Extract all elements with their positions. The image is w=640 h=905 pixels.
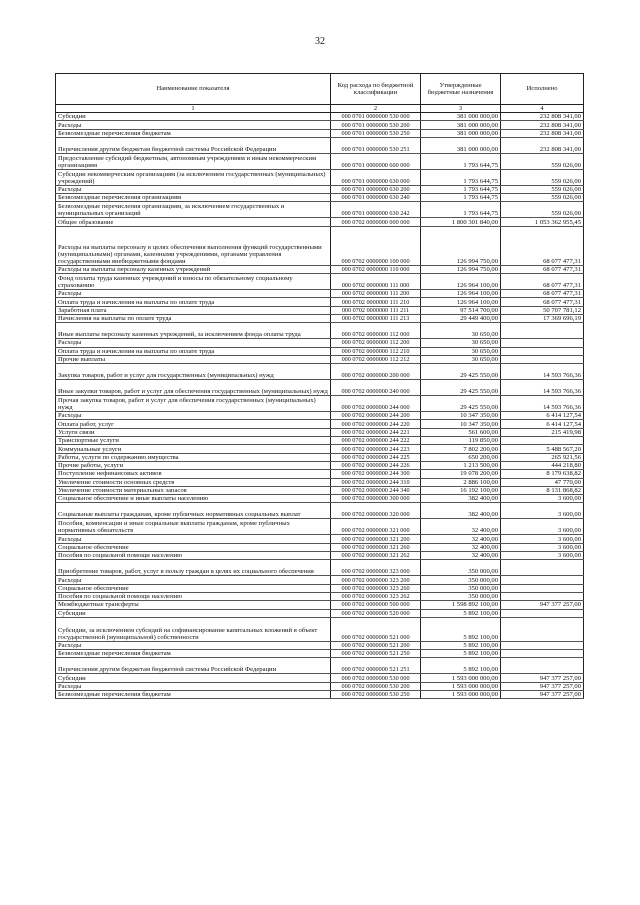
row-name: Расходы — [56, 185, 331, 193]
row-code: 000 0702 0000000 111 211 — [331, 306, 421, 314]
row-approved: 381 000 000,00 — [421, 113, 501, 121]
row-approved: 30 650,00 — [421, 347, 501, 355]
row-approved: 30 650,00 — [421, 323, 501, 339]
row-name: Безвозмездные перечисления бюджетам — [56, 650, 331, 658]
row-executed — [501, 658, 584, 674]
row-name: Увеличение стоимости основных средств — [56, 478, 331, 486]
row-approved: 1 593 000 000,00 — [421, 682, 501, 690]
row-executed: 232 808 341,00 — [501, 121, 584, 129]
row-approved: 381 000 000,00 — [421, 129, 501, 137]
row-code: 000 0702 0000000 300 000 — [331, 495, 421, 503]
table-row — [56, 274, 584, 290]
row-code: 000 0702 0000000 100 000 — [331, 226, 421, 265]
row-name: Субсидии некоммерческим организациям (за исключением государственных (муниципальных) учреждений) — [56, 169, 331, 185]
table-row — [56, 470, 584, 478]
table-row — [56, 519, 584, 535]
row-code: 000 0702 0000000 244 000 — [331, 396, 421, 412]
row-code: 000 0701 0000000 630 242 — [331, 202, 421, 218]
budget-expenses-table — [55, 73, 584, 699]
row-executed: 3 600,00 — [501, 543, 584, 551]
row-executed — [501, 339, 584, 347]
row-executed: 3 600,00 — [501, 495, 584, 503]
row-approved: 1 793 644,75 — [421, 185, 501, 193]
table-row — [56, 461, 584, 469]
row-executed: 559 026,00 — [501, 202, 584, 218]
table-row — [56, 576, 584, 584]
row-executed: 47 770,00 — [501, 478, 584, 486]
table-row — [56, 113, 584, 121]
table-row — [56, 592, 584, 600]
row-code: 000 0702 0000000 110 000 — [331, 265, 421, 273]
row-code: 000 0702 0000000 321 260 — [331, 543, 421, 551]
row-name: Расходы — [56, 121, 331, 129]
row-approved: 1 598 892 100,00 — [421, 601, 501, 609]
row-approved: 10 347 350,00 — [421, 412, 501, 420]
row-executed: 947 377 257,00 — [501, 682, 584, 690]
row-approved: 1 593 000 000,00 — [421, 690, 501, 698]
row-name: Расходы — [56, 412, 331, 420]
row-executed — [501, 584, 584, 592]
row-name: Субсидии — [56, 113, 331, 121]
row-executed: 6 414 127,54 — [501, 420, 584, 428]
header-num-3: 3 — [421, 105, 501, 113]
row-approved: 350 000,00 — [421, 560, 501, 576]
row-name: Иные закупки товаров, работ и услуг для обеспечения государственных (муниципальных) нужд — [56, 380, 331, 396]
row-code: 000 0702 0000000 321 262 — [331, 552, 421, 560]
row-executed: 947 377 257,00 — [501, 674, 584, 682]
row-name: Социальные выплаты гражданам, кроме публичных нормативных социальных выплат — [56, 503, 331, 519]
table-row — [56, 323, 584, 339]
row-code: 000 0702 0000000 321 200 — [331, 535, 421, 543]
row-name: Межбюджетные трансферты — [56, 601, 331, 609]
row-approved: 561 600,00 — [421, 428, 501, 436]
row-executed: 5 488 567,20 — [501, 445, 584, 453]
row-approved: 32 400,00 — [421, 552, 501, 560]
table-row — [56, 121, 584, 129]
row-executed: 3 600,00 — [501, 519, 584, 535]
row-approved: 382 400,00 — [421, 503, 501, 519]
table-row — [56, 169, 584, 185]
row-name: Закупка товаров, работ и услуг для государственных (муниципальных) нужд — [56, 364, 331, 380]
row-executed: 559 026,00 — [501, 194, 584, 202]
row-approved: 97 514 700,00 — [421, 306, 501, 314]
row-approved: 650 200,00 — [421, 453, 501, 461]
row-approved: 19 078 200,00 — [421, 470, 501, 478]
row-code: 000 0702 0000000 500 000 — [331, 601, 421, 609]
row-approved: 126 964 100,00 — [421, 274, 501, 290]
row-executed: 1 053 362 955,45 — [501, 218, 584, 226]
row-code: 000 0702 0000000 521 251 — [331, 658, 421, 674]
table-row — [56, 412, 584, 420]
row-approved: 5 892 100,00 — [421, 658, 501, 674]
row-code: 000 0702 0000000 244 200 — [331, 412, 421, 420]
row-code: 000 0702 0000000 111 000 — [331, 274, 421, 290]
header-code: Код расхода по бюджетной классификации — [331, 74, 421, 105]
row-approved: 5 892 100,00 — [421, 617, 501, 641]
table-row — [56, 194, 584, 202]
row-approved: 32 400,00 — [421, 535, 501, 543]
row-code: 000 0702 0000000 244 225 — [331, 453, 421, 461]
row-executed: 68 077 477,31 — [501, 274, 584, 290]
row-name: Приобретение товаров, работ, услуг в пользу граждан в целях их социального обеспечения — [56, 560, 331, 576]
row-code: 000 0702 0000000 112 210 — [331, 347, 421, 355]
row-name: Заработная плата — [56, 306, 331, 314]
table-row — [56, 617, 584, 641]
row-code: 000 0702 0000000 111 200 — [331, 290, 421, 298]
row-executed: 3 600,00 — [501, 552, 584, 560]
row-code: 000 0702 0000000 244 226 — [331, 461, 421, 469]
row-executed: 265 921,56 — [501, 453, 584, 461]
table-row — [56, 364, 584, 380]
row-approved: 350 000,00 — [421, 576, 501, 584]
table-row — [56, 584, 584, 592]
table-row — [56, 552, 584, 560]
row-code: 000 0702 0000000 112 000 — [331, 323, 421, 339]
table-row — [56, 202, 584, 218]
row-approved: 30 650,00 — [421, 355, 501, 363]
row-executed: 559 026,00 — [501, 169, 584, 185]
row-name: Перечисления другим бюджетам бюджетной системы Российской Федерации — [56, 658, 331, 674]
row-code: 000 0702 0000000 520 000 — [331, 609, 421, 617]
row-name: Оплата труда и начисления на выплаты по оплате труда — [56, 298, 331, 306]
table-row — [56, 290, 584, 298]
row-approved: 350 000,00 — [421, 584, 501, 592]
row-executed: 6 414 127,54 — [501, 412, 584, 420]
row-name: Субсидии, за исключением субсидий на софинансирование капитальных вложений в объект государственной (муниципальной) собственности — [56, 617, 331, 641]
row-name: Транспортные услуги — [56, 437, 331, 445]
row-code: 000 0701 0000000 530 250 — [331, 129, 421, 137]
table-row — [56, 641, 584, 649]
row-name: Расходы — [56, 576, 331, 584]
table-row — [56, 437, 584, 445]
row-executed: 3 600,00 — [501, 535, 584, 543]
row-code: 000 0702 0000000 244 222 — [331, 437, 421, 445]
row-approved: 2 886 100,00 — [421, 478, 501, 486]
row-approved: 16 192 100,00 — [421, 486, 501, 494]
row-executed — [501, 576, 584, 584]
row-approved: 5 892 100,00 — [421, 641, 501, 649]
table-row — [56, 560, 584, 576]
row-name: Фонд оплаты труда казенных учреждений и взносы по обязательному социальному страхованию — [56, 274, 331, 290]
row-code: 000 0702 0000000 323 260 — [331, 584, 421, 592]
header-num-4: 4 — [501, 105, 584, 113]
row-executed: 232 808 341,00 — [501, 129, 584, 137]
row-name: Прочие выплаты — [56, 355, 331, 363]
row-approved: 126 994 750,00 — [421, 265, 501, 273]
row-executed — [501, 592, 584, 600]
row-code: 000 0701 0000000 630 200 — [331, 185, 421, 193]
row-executed: 559 026,00 — [501, 153, 584, 169]
row-executed: 68 077 477,31 — [501, 265, 584, 273]
row-name: Расходы — [56, 535, 331, 543]
table-row — [56, 420, 584, 428]
row-name: Расходы — [56, 339, 331, 347]
row-executed: 68 077 477,31 — [501, 290, 584, 298]
row-executed — [501, 650, 584, 658]
row-code: 000 0702 0000000 244 300 — [331, 470, 421, 478]
row-executed: 8 179 638,82 — [501, 470, 584, 478]
row-code: 000 0702 0000000 244 310 — [331, 478, 421, 486]
table-row — [56, 601, 584, 609]
table-row — [56, 445, 584, 453]
row-name: Пособия по социальной помощи населению — [56, 592, 331, 600]
row-code: 000 0702 0000000 323 000 — [331, 560, 421, 576]
row-name: Пособия, компенсации и иные социальные выплаты гражданам, кроме публичных нормативных обязательств — [56, 519, 331, 535]
table-row — [56, 396, 584, 412]
table-row — [56, 226, 584, 265]
row-approved: 126 964 100,00 — [421, 298, 501, 306]
row-code: 000 0701 0000000 530 251 — [331, 137, 421, 153]
row-name: Прочие работы, услуги — [56, 461, 331, 469]
row-approved: 350 000,00 — [421, 592, 501, 600]
row-name: Иные выплаты персоналу казенных учреждений, за исключением фонда оплаты труда — [56, 323, 331, 339]
row-code: 000 0702 0000000 521 200 — [331, 641, 421, 649]
row-executed: 8 131 868,82 — [501, 486, 584, 494]
row-executed — [501, 323, 584, 339]
row-code: 000 0702 0000000 323 262 — [331, 592, 421, 600]
table-row — [56, 535, 584, 543]
table-row — [56, 347, 584, 355]
header-num-1: 1 — [56, 105, 331, 113]
table-row — [56, 543, 584, 551]
row-code: 000 0702 0000000 320 000 — [331, 503, 421, 519]
row-code: 000 0702 0000000 244 221 — [331, 428, 421, 436]
row-name: Субсидии — [56, 674, 331, 682]
page-number: 32 — [315, 36, 325, 47]
row-approved: 126 994 750,00 — [421, 226, 501, 265]
row-code: 000 0701 0000000 530 200 — [331, 121, 421, 129]
row-name: Безвозмездные перечисления бюджетам — [56, 129, 331, 137]
row-name: Субсидии — [56, 609, 331, 617]
row-approved: 10 347 350,00 — [421, 420, 501, 428]
table-row — [56, 185, 584, 193]
table-row — [56, 478, 584, 486]
row-code: 000 0701 0000000 630 240 — [331, 194, 421, 202]
row-code: 000 0702 0000000 000 000 — [331, 218, 421, 226]
row-executed: 947 377 257,00 — [501, 690, 584, 698]
row-name: Работы, услуги по содержанию имущества — [56, 453, 331, 461]
row-executed: 14 593 766,36 — [501, 396, 584, 412]
row-executed: 14 593 766,36 — [501, 364, 584, 380]
row-executed: 232 808 341,00 — [501, 113, 584, 121]
row-name: Начисления на выплаты по оплате труда — [56, 314, 331, 322]
table-row — [56, 682, 584, 690]
row-executed: 17 369 696,19 — [501, 314, 584, 322]
row-approved: 126 964 100,00 — [421, 290, 501, 298]
table-row — [56, 339, 584, 347]
row-approved: 30 650,00 — [421, 339, 501, 347]
table-row — [56, 690, 584, 698]
table-row — [56, 674, 584, 682]
row-name: Пособия по социальной помощи населению — [56, 552, 331, 560]
row-approved: 29 449 400,00 — [421, 314, 501, 322]
row-name: Оплата труда и начисления на выплаты по оплате труда — [56, 347, 331, 355]
row-name: Коммунальные услуги — [56, 445, 331, 453]
row-executed — [501, 617, 584, 641]
row-code: 000 0702 0000000 530 250 — [331, 690, 421, 698]
table-row — [56, 218, 584, 226]
row-executed: 3 600,00 — [501, 503, 584, 519]
row-executed: 14 593 766,36 — [501, 380, 584, 396]
row-code: 000 0702 0000000 521 250 — [331, 650, 421, 658]
row-executed: 50 707 781,12 — [501, 306, 584, 314]
table-row — [56, 609, 584, 617]
row-name: Расходы — [56, 290, 331, 298]
table-row — [56, 380, 584, 396]
row-executed — [501, 641, 584, 649]
row-code: 000 0702 0000000 111 213 — [331, 314, 421, 322]
row-approved: 32 400,00 — [421, 519, 501, 535]
row-executed: 215 419,98 — [501, 428, 584, 436]
table-row — [56, 129, 584, 137]
header-num-2: 2 — [331, 105, 421, 113]
table-row — [56, 137, 584, 153]
row-approved: 1 213 500,00 — [421, 461, 501, 469]
row-code: 000 0702 0000000 323 200 — [331, 576, 421, 584]
row-code: 000 0702 0000000 200 000 — [331, 364, 421, 380]
row-name: Социальное обеспечение и иные выплаты населению — [56, 495, 331, 503]
row-code: 000 0702 0000000 112 200 — [331, 339, 421, 347]
row-executed: 947 377 257,00 — [501, 601, 584, 609]
table-row — [56, 314, 584, 322]
row-name: Перечисления другим бюджетам бюджетной системы Российской Федерации — [56, 137, 331, 153]
row-name: Увеличение стоимости материальных запасов — [56, 486, 331, 494]
table-row — [56, 495, 584, 503]
header-name: Наименование показателя — [56, 74, 331, 105]
row-approved: 1 793 644,75 — [421, 194, 501, 202]
row-approved: 1 793 644,75 — [421, 169, 501, 185]
row-executed: 559 026,00 — [501, 185, 584, 193]
row-approved: 1 793 644,75 — [421, 202, 501, 218]
row-name: Расходы — [56, 641, 331, 649]
row-name: Оплата работ, услуг — [56, 420, 331, 428]
row-name: Социальное обеспечение — [56, 543, 331, 551]
table-row — [56, 453, 584, 461]
table-row — [56, 650, 584, 658]
row-name: Безвозмездные перечисления организациям, за исключением государственных и муниципальных организаций — [56, 202, 331, 218]
row-approved: 5 892 100,00 — [421, 650, 501, 658]
row-executed: 68 077 477,31 — [501, 298, 584, 306]
row-name: Социальное обеспечение — [56, 584, 331, 592]
row-name: Расходы — [56, 682, 331, 690]
row-executed — [501, 437, 584, 445]
row-approved: 1 593 000 000,00 — [421, 674, 501, 682]
row-executed — [501, 560, 584, 576]
row-code: 000 0702 0000000 244 220 — [331, 420, 421, 428]
row-name: Расходы на выплаты персоналу в целях обеспечения выполнения функций государственными (муниципальными) органами, казенными учреждениями, органами управления государственными внебюджетными фондами — [56, 226, 331, 265]
row-code: 000 0701 0000000 530 000 — [331, 113, 421, 121]
row-executed — [501, 355, 584, 363]
row-approved: 29 425 550,00 — [421, 364, 501, 380]
row-approved: 381 000 000,00 — [421, 121, 501, 129]
row-name: Общее образование — [56, 218, 331, 226]
row-name: Безвозмездные перечисления бюджетам — [56, 690, 331, 698]
row-code: 000 0702 0000000 321 000 — [331, 519, 421, 535]
row-approved: 382 400,00 — [421, 495, 501, 503]
row-approved: 29 425 550,00 — [421, 380, 501, 396]
row-code: 000 0702 0000000 240 000 — [331, 380, 421, 396]
row-executed — [501, 609, 584, 617]
row-name: Расходы на выплаты персоналу казенных учреждений — [56, 265, 331, 273]
row-approved: 5 892 100,00 — [421, 609, 501, 617]
table-row — [56, 503, 584, 519]
row-executed: 232 808 341,00 — [501, 137, 584, 153]
row-code: 000 0702 0000000 112 212 — [331, 355, 421, 363]
row-executed: 68 077 477,31 — [501, 226, 584, 265]
row-code: 000 0702 0000000 530 000 — [331, 674, 421, 682]
row-name: Прочая закупка товаров, работ и услуг для обеспечения государственных (муниципальных) нужд — [56, 396, 331, 412]
table-body — [56, 113, 584, 699]
row-approved: 119 850,00 — [421, 437, 501, 445]
row-name: Безвозмездные перечисления организациям — [56, 194, 331, 202]
row-name: Предоставление субсидий бюджетным, автономным учреждениям и иным некоммерческим организациям — [56, 153, 331, 169]
row-approved: 381 000 000,00 — [421, 137, 501, 153]
row-name: Поступление нефинансовых активов — [56, 470, 331, 478]
row-code: 000 0702 0000000 244 223 — [331, 445, 421, 453]
table-row — [56, 153, 584, 169]
row-approved: 29 425 550,00 — [421, 396, 501, 412]
header-executed: Исполнено — [501, 74, 584, 105]
table-row — [56, 265, 584, 273]
table-row — [56, 298, 584, 306]
row-code: 000 0702 0000000 111 210 — [331, 298, 421, 306]
table-row — [56, 306, 584, 314]
row-name: Услуги связи — [56, 428, 331, 436]
table-row — [56, 658, 584, 674]
row-executed — [501, 347, 584, 355]
row-code: 000 0702 0000000 530 200 — [331, 682, 421, 690]
row-code: 000 0701 0000000 630 000 — [331, 169, 421, 185]
header-approved: Утвержденные бюджетные назначения — [421, 74, 501, 105]
row-code: 000 0701 0000000 600 000 — [331, 153, 421, 169]
table-row — [56, 486, 584, 494]
row-approved: 1 793 644,75 — [421, 153, 501, 169]
row-code: 000 0702 0000000 521 000 — [331, 617, 421, 641]
row-code: 000 0702 0000000 244 340 — [331, 486, 421, 494]
table-row — [56, 428, 584, 436]
row-approved: 7 802 200,00 — [421, 445, 501, 453]
row-approved: 32 400,00 — [421, 543, 501, 551]
row-approved: 1 800 301 840,00 — [421, 218, 501, 226]
table-row — [56, 355, 584, 363]
row-executed: 444 218,80 — [501, 461, 584, 469]
